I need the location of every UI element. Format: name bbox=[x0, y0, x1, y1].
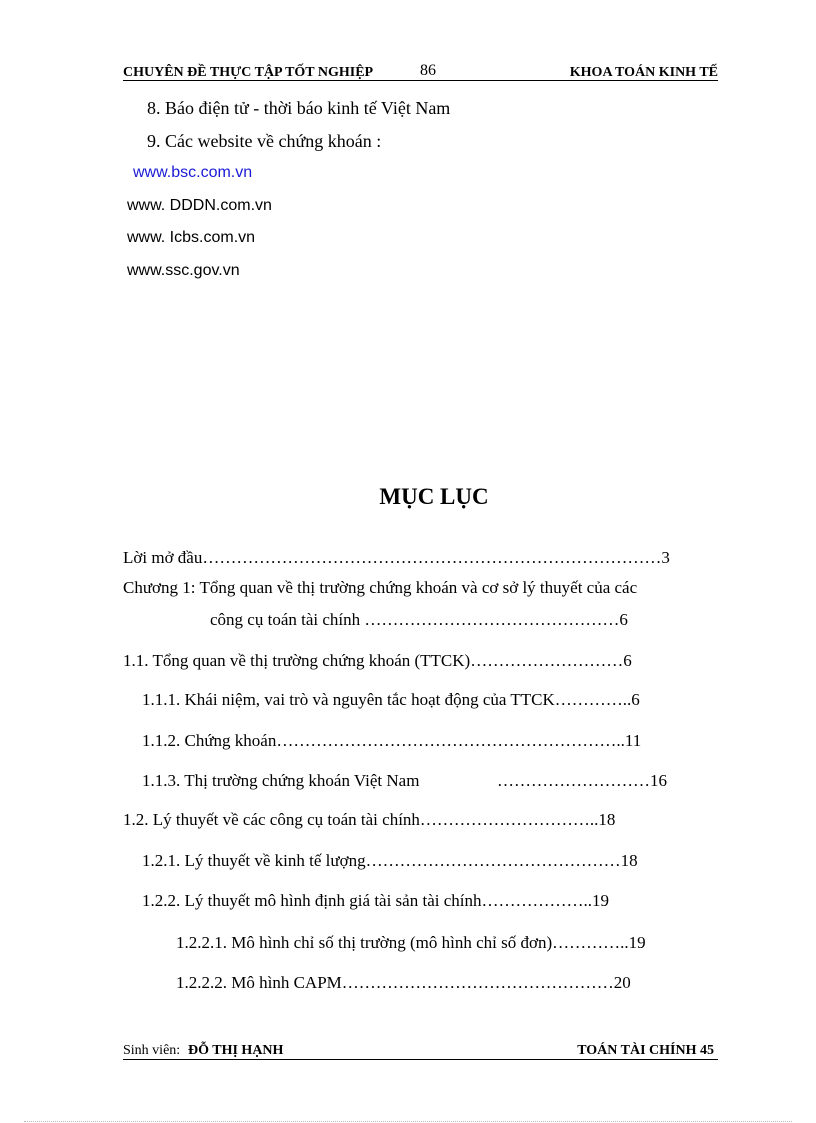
toc-entry: 1.2.1. Lý thuyết về kinh tế lượng………………………………………18 bbox=[142, 851, 638, 870]
toc-entry: Chương 1: Tổng quan về thị trường chứng khoán và cơ sở lý thuyết của các bbox=[123, 578, 638, 597]
toc-entry-leader: ………………………16 bbox=[497, 771, 667, 790]
toc-entry: 1.1. Tổng quan về thị trường chứng khoán (TTCK)………………………6 bbox=[123, 651, 632, 670]
toc-entry: 1.2.2.2. Mô hình CAPM…………………………………………20 bbox=[176, 973, 631, 992]
header-right: KHOA TOÁN KINH TẾ bbox=[569, 65, 718, 80]
website-text: www.ssc.gov.vn bbox=[127, 262, 240, 279]
toc-entry: 1.2.2.1. Mô hình chỉ số thị trường (mô hình chỉ số đơn)…………..19 bbox=[176, 933, 646, 952]
reference-item: 8. Báo điện tử - thời báo kinh tế Việt Nam bbox=[147, 98, 451, 118]
toc-entry: Lời mở đầu………………………………………………………………………3 bbox=[123, 548, 670, 567]
footer-label: Sinh viên: bbox=[123, 1043, 181, 1058]
toc-entry: 1.1.3. Thị trường chứng khoán Việt Nam bbox=[142, 771, 420, 790]
page-edge-divider bbox=[24, 1121, 792, 1122]
website-text: www. DDDN.com.vn bbox=[127, 197, 272, 214]
toc-entry: 1.1.1. Khái niệm, vai trò và nguyên tắc hoạt động của TTCK…………..6 bbox=[142, 690, 640, 709]
header-left: CHUYÊN ĐỀ THỰC TẬP TỐT NGHIỆP bbox=[123, 65, 374, 80]
toc-entry: 1.2.2. Lý thuyết mô hình định giá tài sản tài chính………………..19 bbox=[142, 891, 609, 910]
footer-student-name: ĐỖ THỊ HẠNH bbox=[188, 1043, 284, 1058]
header-rule bbox=[123, 80, 718, 81]
toc-entry: 1.2. Lý thuyết về các công cụ toán tài chính…………………………..18 bbox=[123, 810, 616, 829]
footer-rule bbox=[123, 1059, 718, 1060]
website-link[interactable]: www.bsc.com.vn bbox=[133, 164, 253, 181]
toc-entry: công cụ toán tài chính ………………………………………6 bbox=[210, 610, 628, 629]
footer-right: TOÁN TÀI CHÍNH 45 bbox=[577, 1043, 714, 1058]
page-number: 86 bbox=[420, 62, 436, 79]
website-text: www. Icbs.com.vn bbox=[127, 229, 256, 246]
toc-entry: 1.1.2. Chứng khoán……………………………………………………..11 bbox=[142, 731, 642, 750]
toc-title: MỤC LỤC bbox=[379, 484, 489, 509]
reference-item: 9. Các website về chứng khoán : bbox=[147, 131, 382, 151]
